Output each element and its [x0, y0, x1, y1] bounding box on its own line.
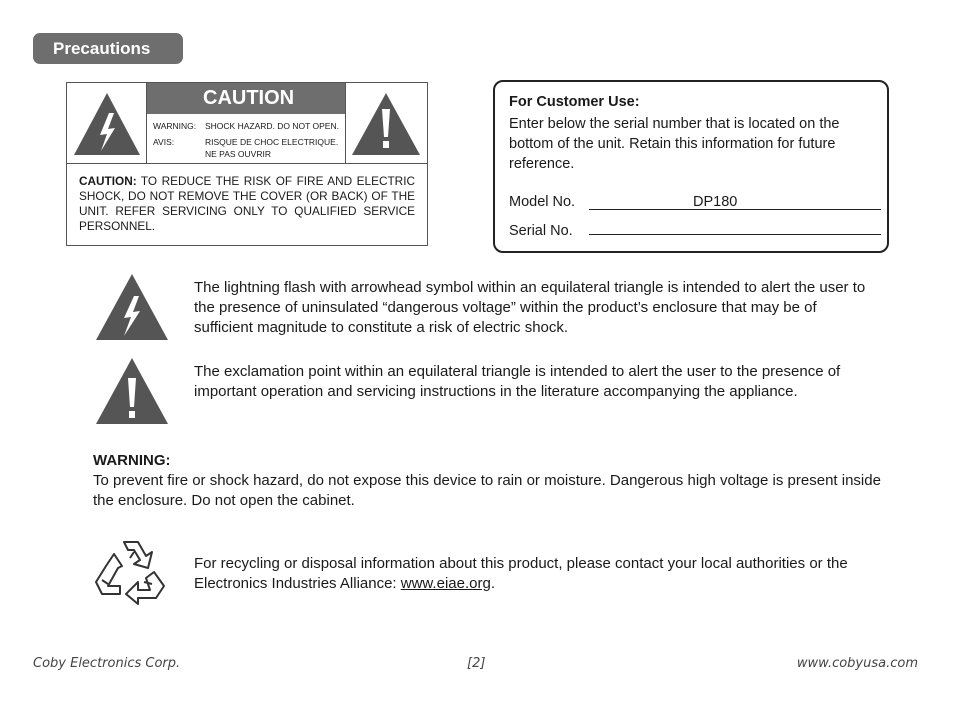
caution-header-panel	[147, 83, 345, 163]
caution-body	[79, 174, 415, 234]
footer-company: Coby Electronics Corp.	[33, 656, 181, 671]
eiae-link[interactable]: www.eiae.org	[400, 575, 491, 592]
customer-use-box	[493, 80, 889, 253]
footer-page-number: [2]	[467, 656, 486, 671]
caution-body-lead: CAUTION:	[79, 174, 137, 188]
avis-row	[153, 137, 338, 147]
recycle-icon	[94, 536, 166, 613]
caution-header: CAUTION	[147, 83, 345, 114]
avis-text-1: RISQUE DE CHOC ELECTRIQUE.	[205, 137, 339, 147]
exclamation-triangle-icon	[94, 356, 170, 431]
caution-label	[66, 82, 428, 246]
divider	[67, 163, 427, 164]
lightning-triangle-icon	[67, 83, 147, 163]
lightning-note: The lightning flash with arrowhead symbol within an equilateral triangle is intended to alert the user to the presence of uninsulated “dangerous voltage” within the product’s enclosure that may be of sufficient magnitude to constitute a risk of electric shock.	[194, 279, 866, 336]
model-label: Model No.	[509, 194, 576, 210]
serial-label: Serial No.	[509, 223, 573, 239]
warning-row	[153, 121, 339, 131]
customer-use-text: Enter below the serial number that is located on the bottom of the unit. Retain this information for future reference.	[509, 116, 840, 172]
avis-text-2: NE PAS OUVRIR	[205, 149, 271, 159]
section-tab: Precautions	[33, 33, 183, 64]
avis-key: AVIS:	[153, 137, 175, 147]
serial-field[interactable]	[589, 234, 881, 235]
recycling-tail: .	[490, 575, 495, 592]
warning-text: SHOCK HAZARD. DO NOT OPEN.	[205, 121, 339, 131]
caution-body-text: TO REDUCE THE RISK OF FIRE AND ELECTRIC SHOCK, DO NOT REMOVE THE COVER (OR BACK) OF THE UNIT. REFER SERVICING ONLY TO QUALIFIED SERVICE PERSONNEL.	[79, 174, 415, 233]
recycling-note	[194, 554, 874, 594]
lightning-triangle-icon	[94, 272, 170, 347]
recycling-text: For recycling or disposal information about this product, please contact your local authorities or the Electronics Industries Alliance:	[194, 555, 848, 592]
model-value: DP180	[693, 194, 738, 210]
warning-key: WARNING:	[153, 121, 197, 131]
exclamation-triangle-icon	[345, 83, 427, 163]
warning-title: WARNING:	[93, 452, 171, 469]
exclamation-note: The exclamation point within an equilateral triangle is intended to alert the user to the presence of important operation and servicing instructions in the literature accompanying the appliance.	[194, 363, 841, 400]
avis-row-2	[153, 149, 271, 159]
footer-website: www.cobyusa.com	[796, 656, 918, 671]
warning-block	[93, 451, 893, 511]
customer-use-title: For Customer Use:	[509, 94, 640, 110]
warning-text: To prevent fire or shock hazard, do not expose this device to rain or moisture. Dangerous high voltage is present inside the enclosure. Do not open the cabinet.	[93, 472, 881, 509]
